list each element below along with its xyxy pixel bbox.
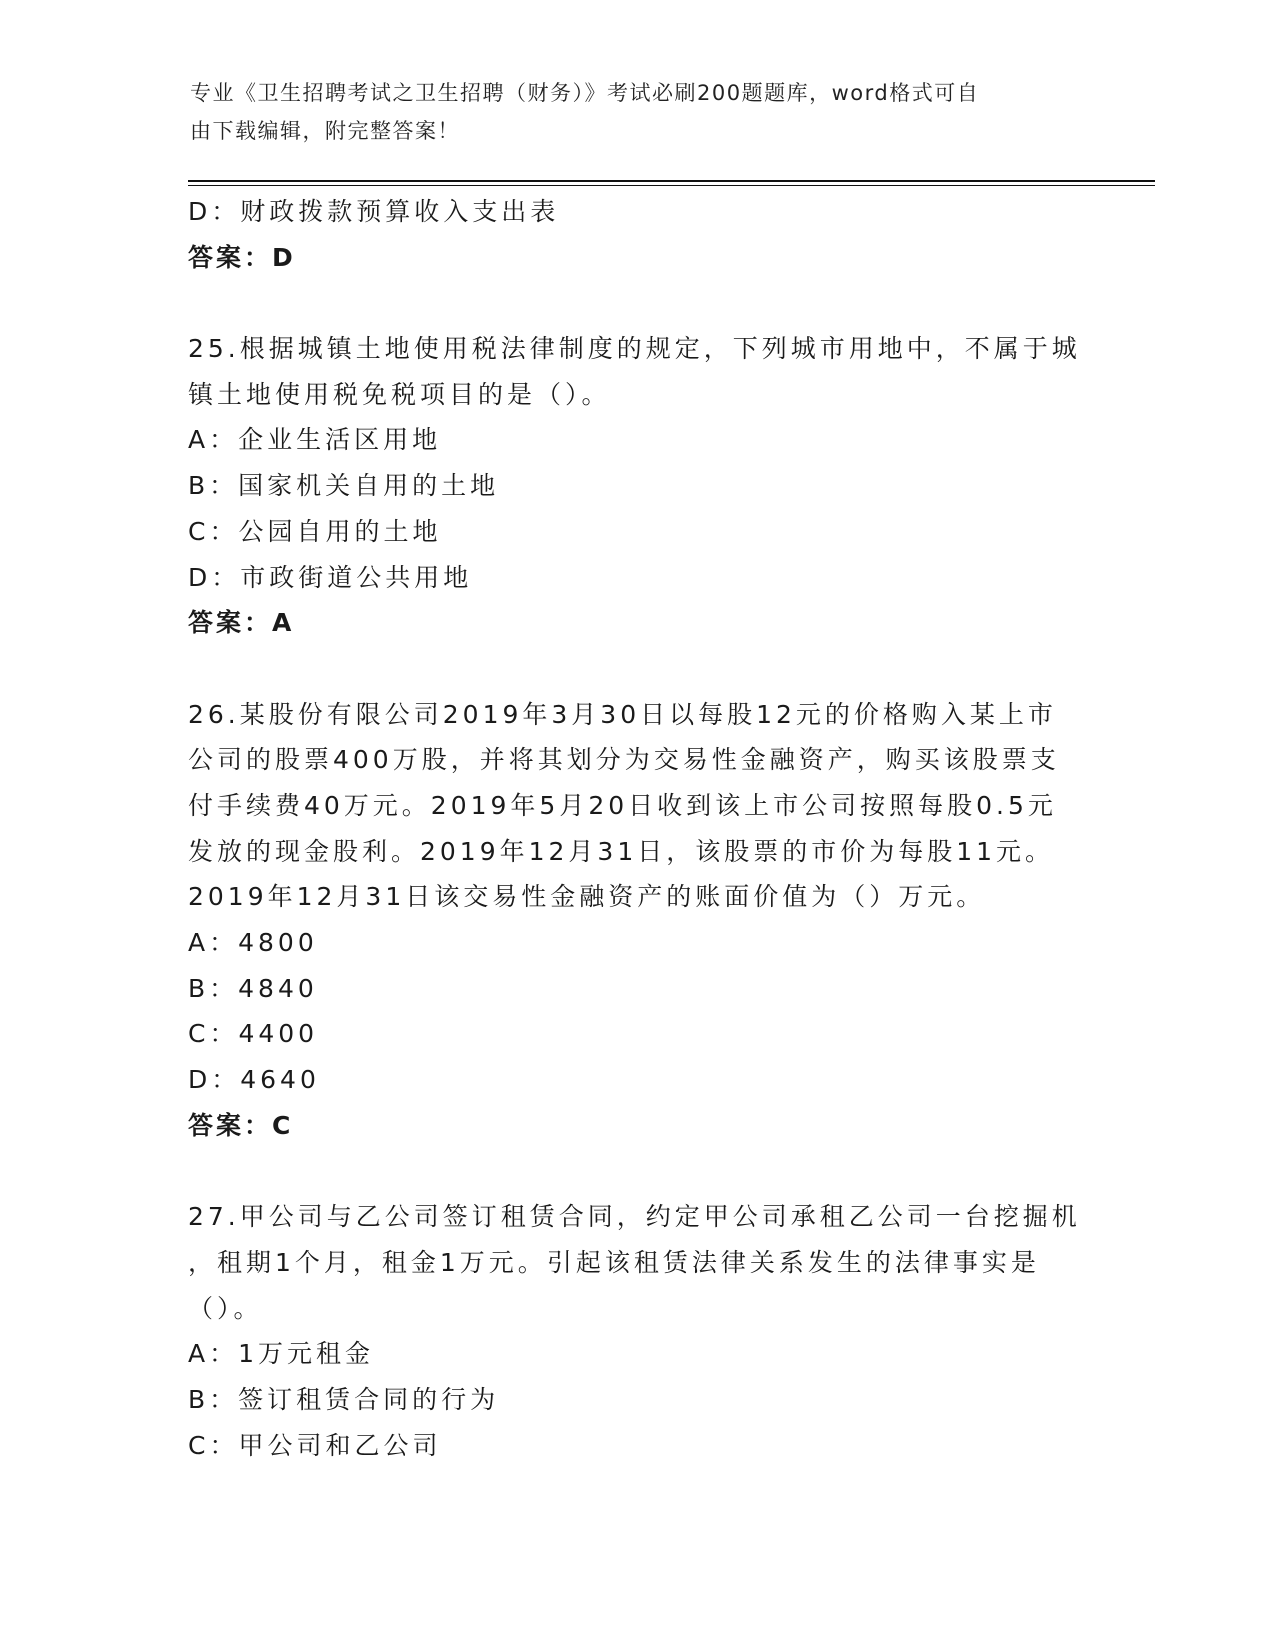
option-d: D：4640 [188, 1065, 320, 1095]
option-b: B：4840 [188, 973, 318, 1003]
question-stem-line: 付手续费40万元。2019年5月20日收到该上市公司按照每股0.5元 [188, 790, 1057, 820]
question-stem-line: 25.根据城镇土地使用税法律制度的规定，下列城市用地中，不属于城 [188, 334, 1081, 364]
question-25 [188, 326, 1088, 646]
header-divider-thin [188, 185, 1155, 186]
question-stem-line: ，租期1个月，租金1万元。引起该租赁法律关系发生的法律事实是 [188, 1247, 1040, 1277]
spacer [188, 1148, 1088, 1194]
option-d: D：市政街道公共用地 [188, 562, 473, 592]
question-stem-line: 镇土地使用税免税项目的是（）。 [188, 379, 611, 409]
question-stem-line: 2019年12月31日该交易性金融资产的账面价值为（）万元。 [188, 882, 986, 912]
question-27 [188, 1194, 1088, 1468]
document-header [190, 74, 1070, 150]
spacer [188, 280, 1088, 326]
option-b: B：签订租赁合同的行为 [188, 1384, 500, 1414]
option-a: A：企业生活区用地 [188, 425, 442, 455]
option-a: A：1万元租金 [188, 1339, 375, 1369]
header-divider [188, 180, 1155, 182]
option-c: C：甲公司和乙公司 [188, 1430, 442, 1460]
option-a: A：4800 [188, 928, 318, 957]
question-stem-line: 26.某股份有限公司2019年3月30日以每股12元的价格购入某上市 [188, 699, 1057, 729]
option-c: C：4400 [188, 1019, 319, 1049]
question-stem-line: （）。 [188, 1293, 263, 1323]
option-b: B：国家机关自用的土地 [188, 471, 500, 501]
question-stem-line: 发放的现金股利。2019年12月31日，该股票的市价为每股11元。 [188, 836, 1055, 866]
header-title-line-2: 由下载编辑，附完整答案！ [190, 119, 460, 143]
question-26 [188, 692, 1088, 1149]
answer-line: 答案：C [188, 1110, 294, 1140]
option-d: D：财政拨款预算收入支出表 [188, 197, 560, 226]
header-title-line-1: 专业《卫生招聘考试之卫生招聘（财务）》考试必刷200题题库，word格式可自 [190, 81, 980, 105]
option-c: C：公园自用的土地 [188, 516, 442, 546]
question-stem-line: 27.甲公司与乙公司签订租赁合同，约定甲公司承租乙公司一台挖掘机 [188, 1202, 1081, 1232]
answer-line: 答案：D [188, 242, 296, 272]
question-stem-line: 公司的股票400万股，并将其划分为交易性金融资产，购买该股票支 [188, 745, 1060, 775]
question-24-tail [188, 189, 1088, 280]
spacer [188, 646, 1088, 692]
answer-line: 答案：A [188, 608, 295, 638]
document-body [188, 189, 1088, 1468]
